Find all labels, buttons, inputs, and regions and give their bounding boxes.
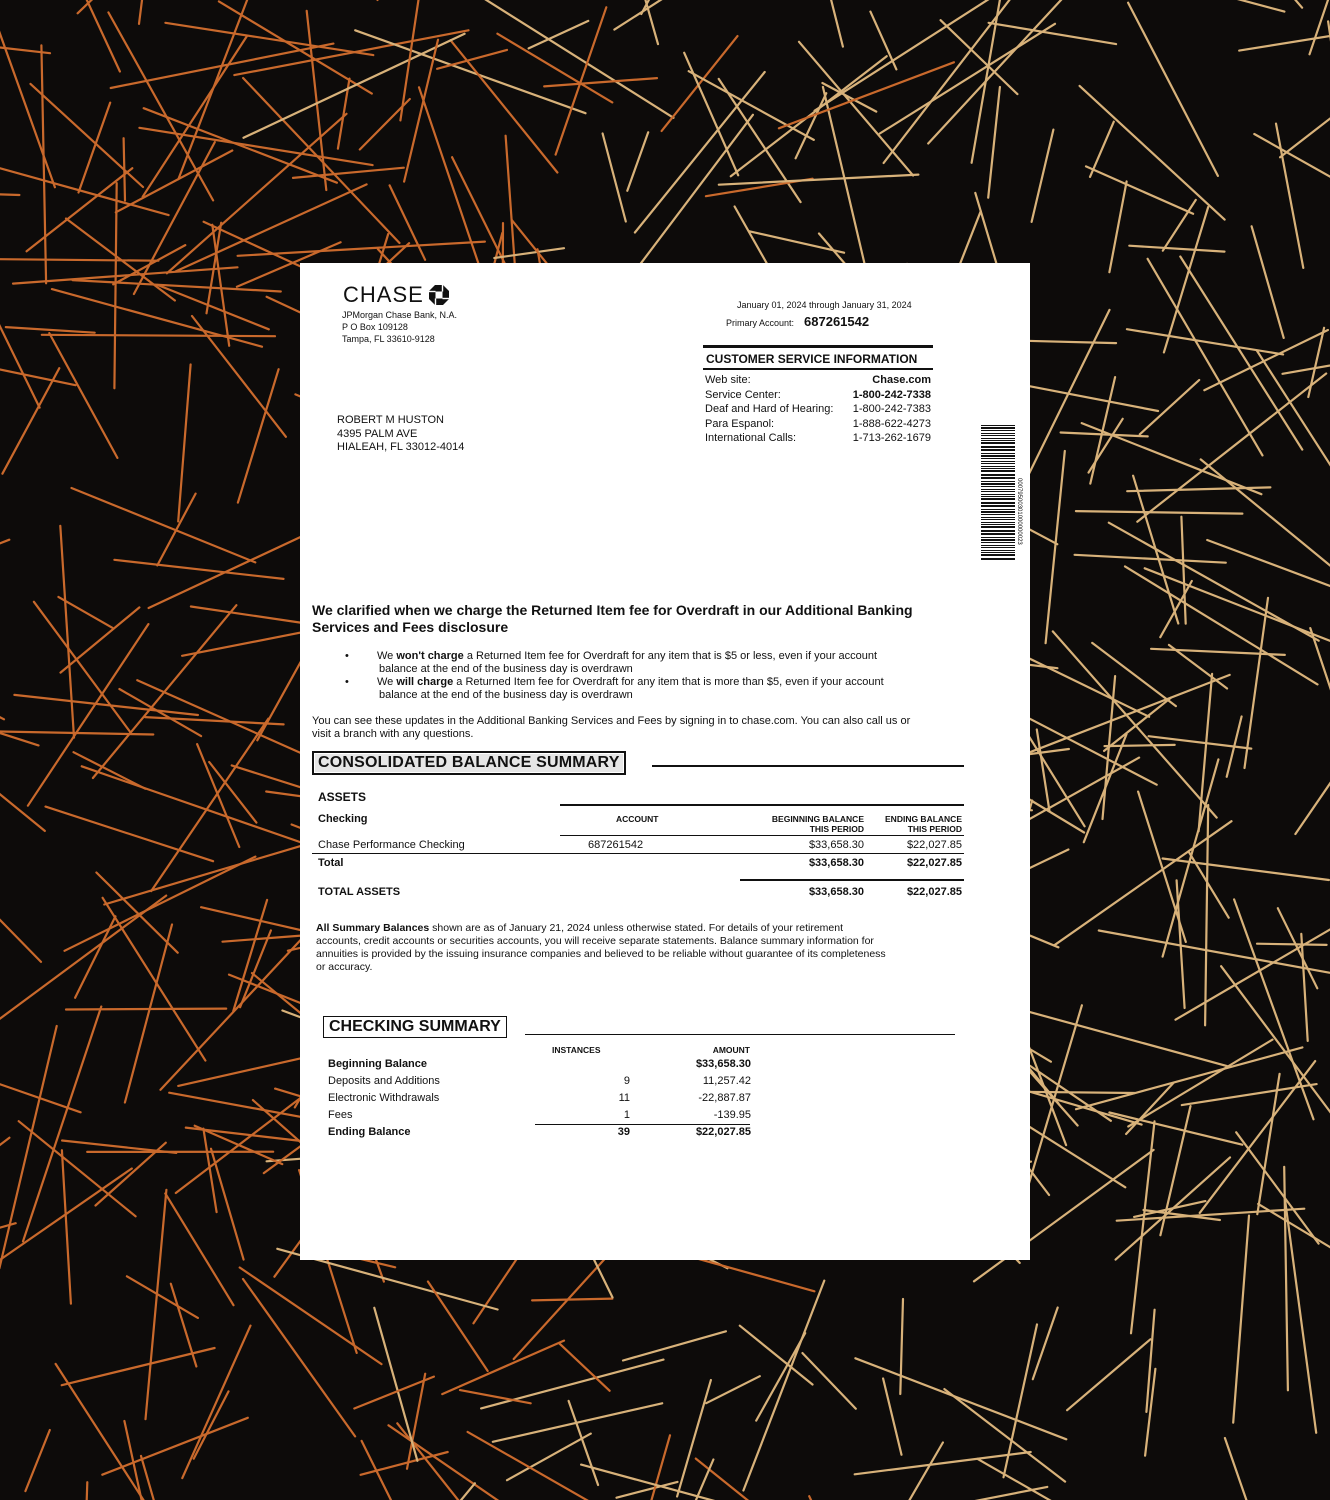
- logo-text: CHASE: [343, 282, 424, 307]
- notice-title: We clarified when we charge the Returned Item fee for Overdraft in our Additional Banking Services and Fees disclosure: [312, 602, 913, 635]
- ending-balance: $22,027.85: [906, 839, 962, 851]
- barcode-bar: [981, 519, 1015, 520]
- customer-city: HIALEAH, FL 33012-4014: [337, 441, 465, 453]
- barcode-number: 00079500301000000023: [1016, 478, 1022, 545]
- barcode-bar: [981, 509, 1015, 510]
- beginning-balance: $33,658.30: [808, 839, 864, 851]
- barcode-bar: [981, 442, 1015, 444]
- barcode-bar: [981, 461, 1015, 462]
- barcode-bar: [981, 474, 1015, 476]
- barcode-bar: [981, 552, 1015, 553]
- notice-bullet: • We won't charge a Returned Item fee for Overdraft for any item that is $5 or less, even if your account balance at the end of the business day is overdrawn: [345, 650, 878, 675]
- barcode-bar: [981, 558, 1015, 560]
- barcode-bar: [981, 517, 1015, 518]
- col-end-header: ENDING BALANCE THIS PERIOD: [885, 814, 962, 834]
- customer-address: [337, 414, 464, 455]
- customer-name: ROBERT M HUSTON: [337, 414, 444, 426]
- csi-phone: 1-800-242-7338: [852, 388, 931, 401]
- bank-statement-page: [300, 263, 1030, 1260]
- barcode-bar: [981, 550, 1015, 551]
- barcode-bar: [981, 427, 1015, 429]
- checking-summary-row: Beginning Balance $33,658.30: [328, 1058, 751, 1070]
- bullet-emphasis: won't charge: [396, 650, 464, 662]
- csi-label: International Calls:: [705, 432, 797, 444]
- barcode-bar: [981, 554, 1015, 556]
- bank-address-line: P O Box 109128: [342, 322, 408, 332]
- website-link[interactable]: Chase.com: [872, 374, 931, 386]
- barcode-bar: [981, 524, 1015, 525]
- barcode-bar: [981, 514, 1015, 515]
- total-ending: $22,027.85: [906, 857, 962, 869]
- barcode-bar: [981, 483, 1015, 485]
- barcode-bar: [981, 458, 1015, 459]
- barcode-bar: [981, 533, 1015, 535]
- divider: [560, 835, 964, 836]
- barcode-bar: [981, 430, 1015, 431]
- barcode-bar: [981, 466, 1015, 467]
- barcode-bar: [981, 468, 1015, 469]
- background-line: [42, 335, 275, 336]
- bullet-emphasis: will charge: [396, 676, 454, 688]
- barcode-bar: [981, 491, 1015, 492]
- barcode-bar: [981, 505, 1015, 507]
- barcode-bar: [981, 455, 1015, 457]
- checking-label: Checking: [318, 813, 368, 825]
- total-assets-ending: $22,027.85: [906, 886, 962, 898]
- account-name: Chase Performance Checking: [318, 839, 465, 851]
- csi-label: Deaf and Hard of Hearing:: [705, 403, 834, 415]
- consolidated-summary-title: CONSOLIDATED BALANCE SUMMARY: [312, 751, 626, 775]
- total-label: Total: [318, 857, 344, 869]
- col-amount-header: AMOUNT: [712, 1045, 750, 1055]
- primary-account-number: 687261542: [804, 314, 870, 329]
- account-number: 687261542: [588, 839, 644, 851]
- background-line: [1024, 1092, 1135, 1093]
- csi-row-espanol: [703, 417, 933, 432]
- divider: [535, 1124, 750, 1125]
- csi-row-service-center: [703, 388, 933, 403]
- bank-address: [342, 309, 457, 345]
- divider: [740, 879, 964, 881]
- barcode-bar: [981, 446, 1015, 448]
- barcode-bar: [981, 545, 1015, 546]
- customer-service-title: CUSTOMER SERVICE INFORMATION: [703, 348, 933, 370]
- barcode-bar: [981, 486, 1015, 487]
- barcode-bar: [981, 522, 1015, 523]
- barcode-bar: [981, 494, 1015, 495]
- chase-logo: [343, 282, 449, 308]
- barcode-bar: [981, 537, 1015, 538]
- barcode-bar: [981, 449, 1015, 451]
- barcode-bar: [981, 496, 1015, 497]
- barcode-bar: [981, 511, 1015, 513]
- primary-account: [726, 314, 869, 329]
- barcode-bar: [981, 440, 1015, 441]
- csi-row-deaf: [703, 402, 933, 417]
- divider: [312, 853, 964, 854]
- customer-street: 4395 PALM AVE: [337, 427, 418, 440]
- barcode-bar: [981, 470, 1015, 472]
- checking-summary-row: Fees 1 -139.95: [328, 1109, 751, 1121]
- bank-address-line: JPMorgan Chase Bank, N.A.: [342, 310, 458, 320]
- assets-label: ASSETS: [318, 790, 367, 804]
- csi-label: Service Center:: [705, 388, 781, 401]
- barcode-bar: [981, 539, 1015, 541]
- col-begin-header: BEGINNING BALANCE THIS PERIOD: [771, 814, 864, 834]
- barcode-bar: [981, 477, 1015, 479]
- barcode-bar: [981, 481, 1015, 482]
- background-line: [1105, 745, 1175, 746]
- barcode-bar: [981, 542, 1015, 543]
- background-line: [66, 1009, 226, 1010]
- csi-label: Para Espanol:: [705, 417, 775, 430]
- customer-service-box: [703, 345, 933, 446]
- statement-period: January 01, 2024 through January 31, 2024: [737, 300, 912, 310]
- summary-note-bold: All Summary Balances: [316, 922, 430, 934]
- csi-label: Web site:: [705, 374, 751, 386]
- checking-summary-title: CHECKING SUMMARY: [323, 1016, 507, 1038]
- divider: [560, 804, 964, 806]
- bank-address-line: Tampa, FL 33610-9128: [342, 334, 435, 344]
- checking-summary-row: Electronic Withdrawals 11 -22,887.87: [328, 1092, 751, 1104]
- barcode-bar: [981, 438, 1015, 439]
- csi-row-website: [703, 373, 933, 388]
- barcode-bar: [981, 425, 1015, 426]
- barcode-bar: [981, 547, 1015, 548]
- background-line: [1257, 944, 1327, 945]
- summary-note: All Summary Balances shown are as of January 21, 2024 unless otherwise stated. For details of your retirement accounts, credit accounts or securities accounts, you will receive separate statements. Balance summary information for annuities is provided by the issuing insurance companies and believed to be reliable without guarantee of its completeness or accuracy.: [316, 922, 886, 973]
- col-instances-header: INSTANCES: [552, 1045, 601, 1055]
- total-assets-label: TOTAL ASSETS: [318, 886, 401, 898]
- divider: [525, 1034, 955, 1035]
- barcode-bar: [981, 530, 1015, 532]
- barcode-image: [980, 424, 1018, 563]
- barcode-bar: [981, 453, 1015, 454]
- csi-phone: 1-800-242-7383: [852, 403, 931, 415]
- total-beginning: $33,658.30: [808, 857, 864, 869]
- barcode-bar: [981, 498, 1015, 500]
- barcode-bar: [981, 502, 1015, 504]
- primary-account-label: Primary Account:: [726, 318, 795, 328]
- checking-summary-row: Ending Balance 39 $22,027.85: [328, 1126, 751, 1138]
- csi-phone: 1-888-622-4273: [852, 417, 931, 430]
- barcode-bar: [981, 463, 1015, 464]
- barcode-bar: [981, 489, 1015, 490]
- divider: [652, 765, 964, 767]
- chase-octagon-icon: [429, 285, 449, 305]
- barcode-bar: [981, 435, 1015, 436]
- total-assets-beginning: $33,658.30: [808, 886, 864, 898]
- csi-phone: 1-713-262-1679: [852, 432, 931, 444]
- notice-updates: You can see these updates in the Additional Banking Services and Fees by signing in to chase.com. You can also call us or visit a branch with any questions.: [312, 715, 911, 740]
- col-account-header: ACCOUNT: [616, 814, 659, 824]
- notice-bullet: • We will charge a Returned Item fee for Overdraft for any item that is more than $5, even if your account balance at the end of the business day is overdrawn: [345, 676, 884, 701]
- csi-row-international: [703, 431, 933, 446]
- barcode-bar: [981, 433, 1015, 434]
- barcode-bar: [981, 526, 1015, 528]
- checking-summary-row: Deposits and Additions 9 11,257.42: [328, 1075, 751, 1087]
